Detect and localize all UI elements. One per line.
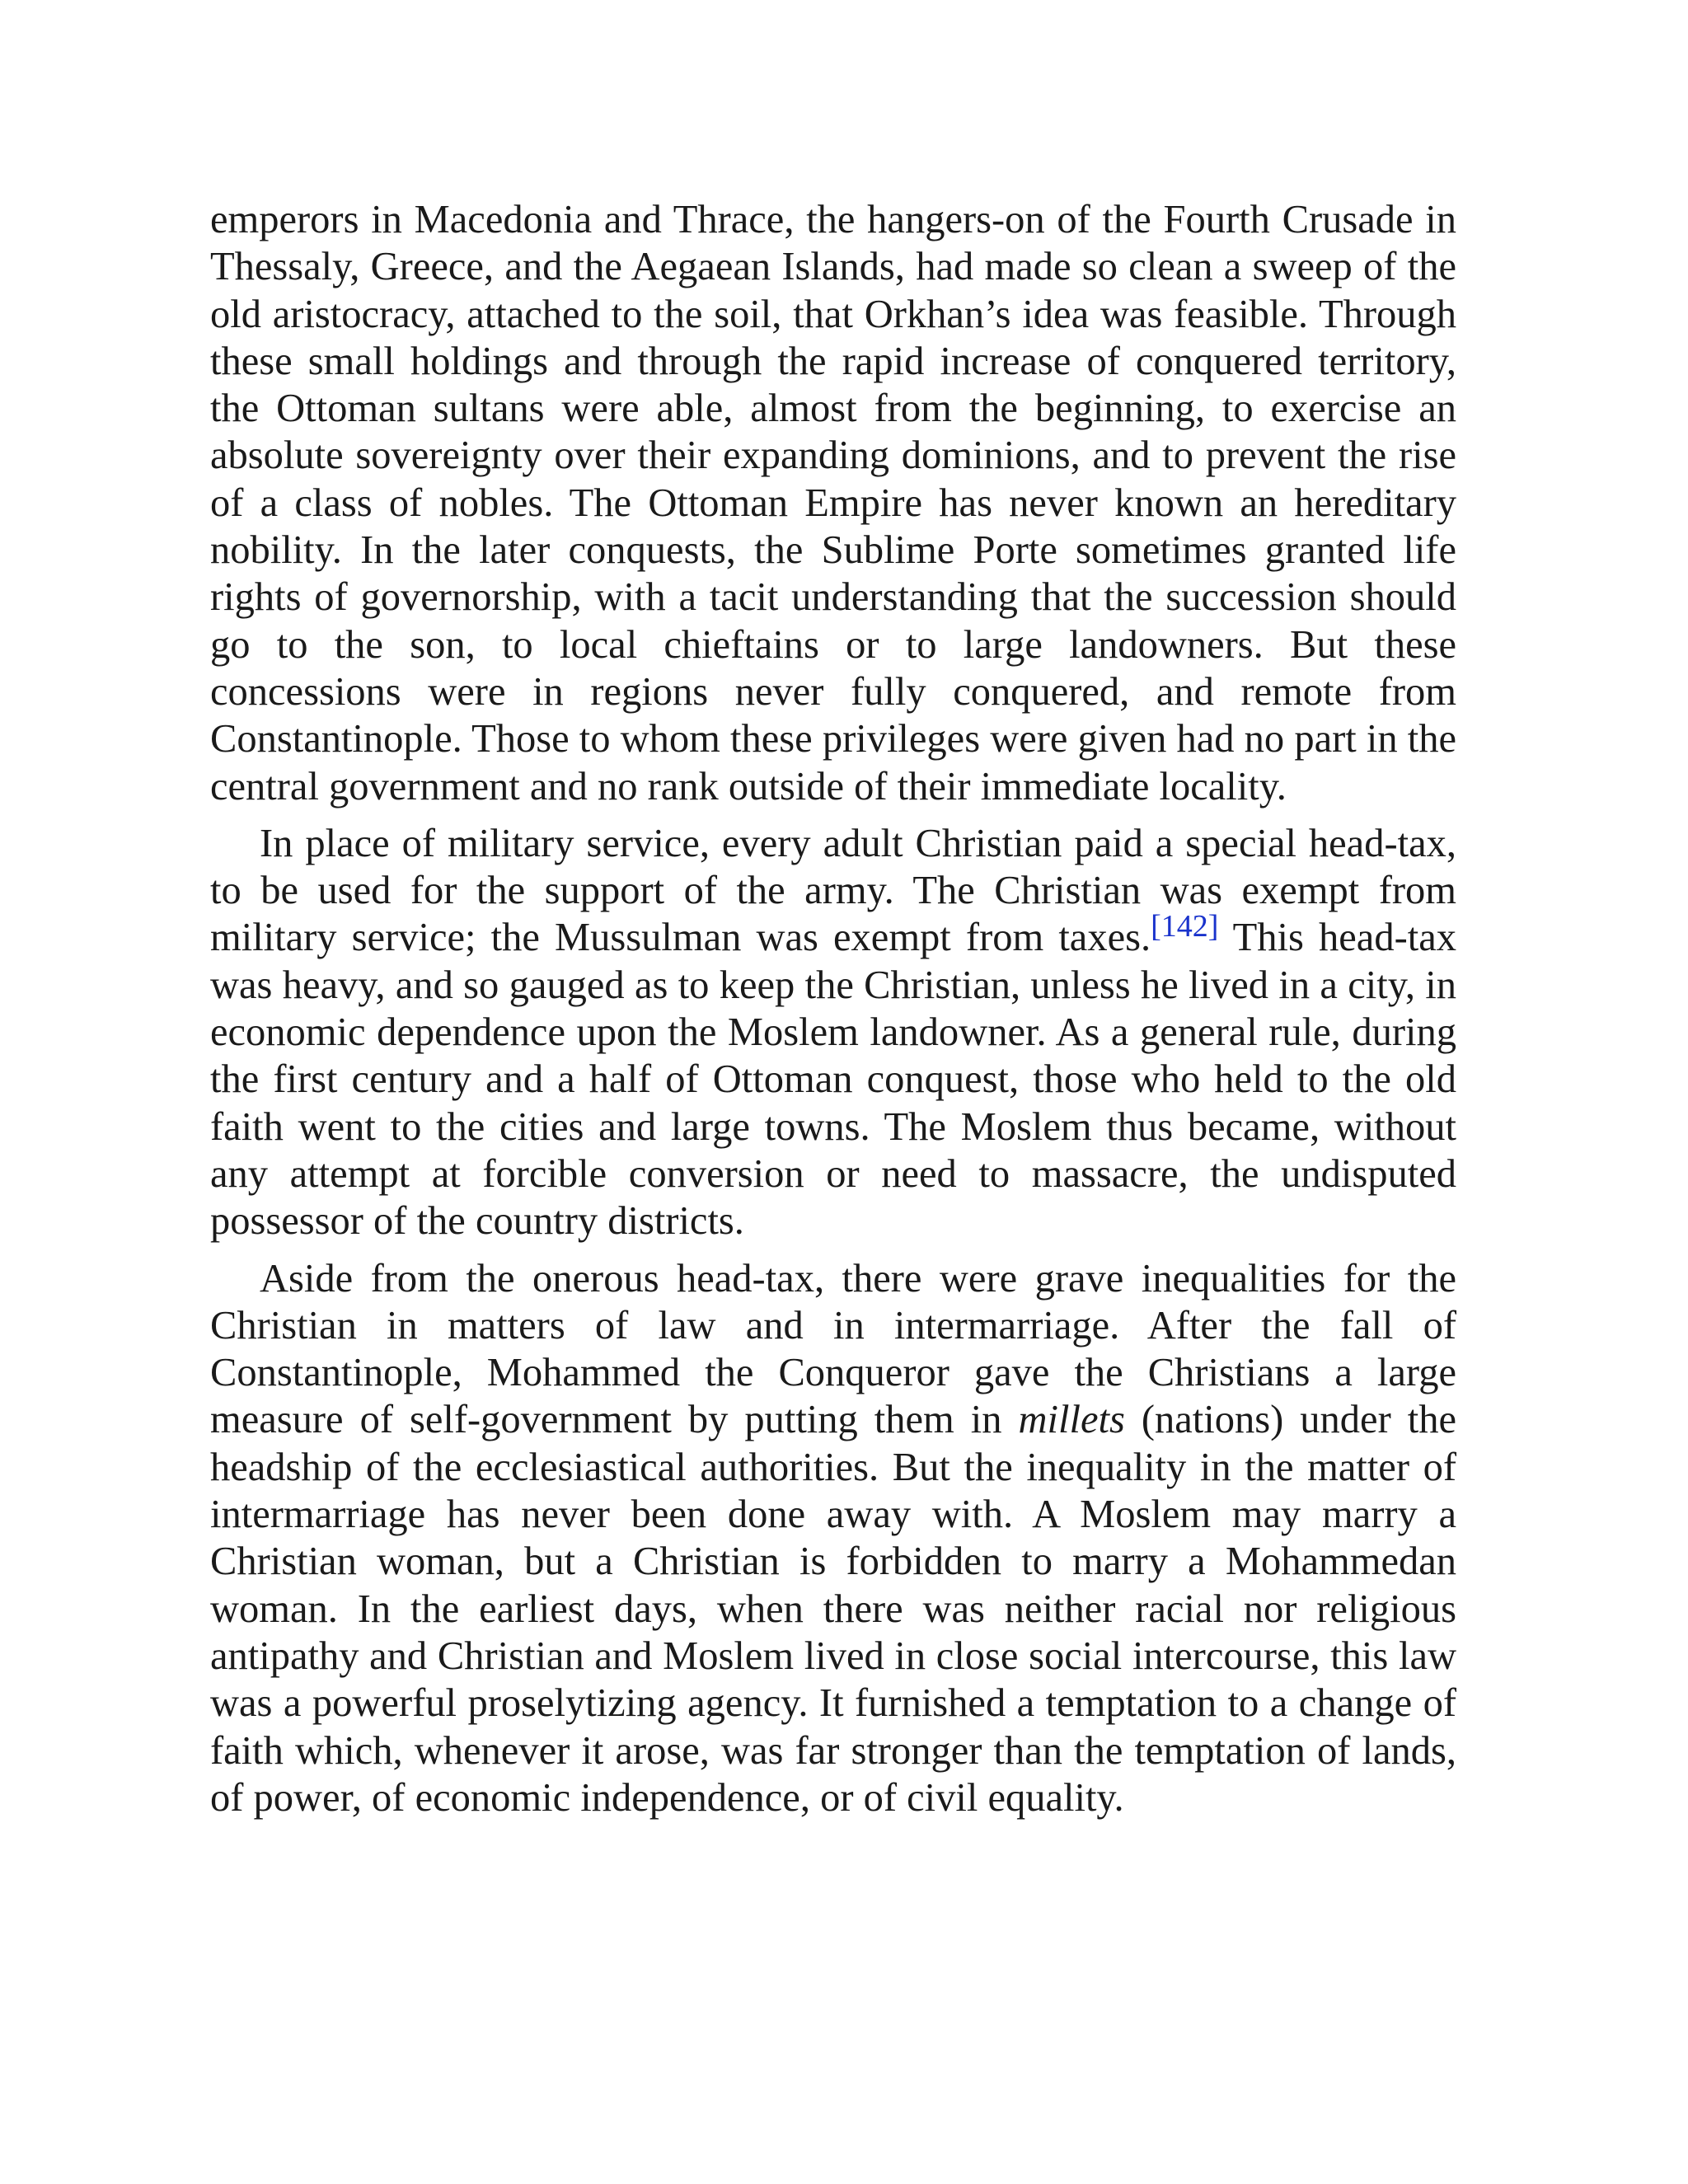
paragraph-3-text-after: (nations) under the headship of the ecclesiastical authorities. But the inequality in the matter of intermarriage has never been done away with. A Moslem may marry a Christian woman, but a Christian is forbidden to marry a Mohammedan woman. In the earliest days, when there was neither racial nor religious antipathy and Christian and Moslem lived in close social intercourse, this law was a powerful proselytizing agency. It furnished a temptation to a change of faith which, whenever it arose, was far stronger than the temptation of lands, of power, of economic independence, or of civil equality. <box>210 1398 1456 1820</box>
paragraph-2 <box>210 820 1456 1245</box>
paragraph-3-text-before: Aside from the onerous head-tax, there were grave inequalities for the Christian in matters of law and in intermarriage. After the fall of Constantinople, Mohammed the Conqueror gave the Christians a large measure of self-government by putting them in <box>210 1256 1456 1442</box>
paragraph-2-text-after: This head-tax was heavy, and so gauged as to keep the Christian, unless he lived in a city, in economic dependence upon the Moslem landowner. As a general rule, during the first century and a half of Ottoman conquest, those who held to the old faith went to the cities and large towns. The Moslem thus became, without any attempt at forcible conversion or need to massacre, the undisputed possessor of the country districts. <box>210 916 1456 1244</box>
page-body <box>210 196 1456 1831</box>
paragraph-3 <box>210 1255 1456 1822</box>
paragraph-1-text: emperors in Macedonia and Thrace, the hangers-on of the Fourth Crusade in Thessaly, Greece, and the Aegaean Islands, had made so clean a sweep of the old aristocracy, attached to the soil, that Orkhan’s idea was feasible. Through these small holdings and through the rapid increase of conquered territory, the Ottoman sultans were able, almost from the beginning, to exercise an absolute sovereignty over their expanding dominions, and to prevent the rise of a class of nobles. The Ottoman Empire has never known an hereditary nobility. In the later conquests, the Sublime Porte sometimes granted life rights of governorship, with a tacit understanding that the succession should go to the son, to local chieftains or to large landowners. But these concessions were in regions never fully conquered, and remote from Constantinople. Those to whom these privileges were given had no part in the central government and no rank outside of their immediate locality. <box>210 198 1456 808</box>
paragraph-1 <box>210 196 1456 810</box>
paragraph-2-text-before: In place of military service, every adult Christian paid a special head-tax, to be used for the support of the army. The Christian was exempt from military service; the Mussulman was exempt from taxes. <box>210 821 1456 960</box>
italic-term-millets: millets <box>1018 1398 1125 1442</box>
footnote-link-142[interactable]: [142] <box>1151 909 1219 944</box>
